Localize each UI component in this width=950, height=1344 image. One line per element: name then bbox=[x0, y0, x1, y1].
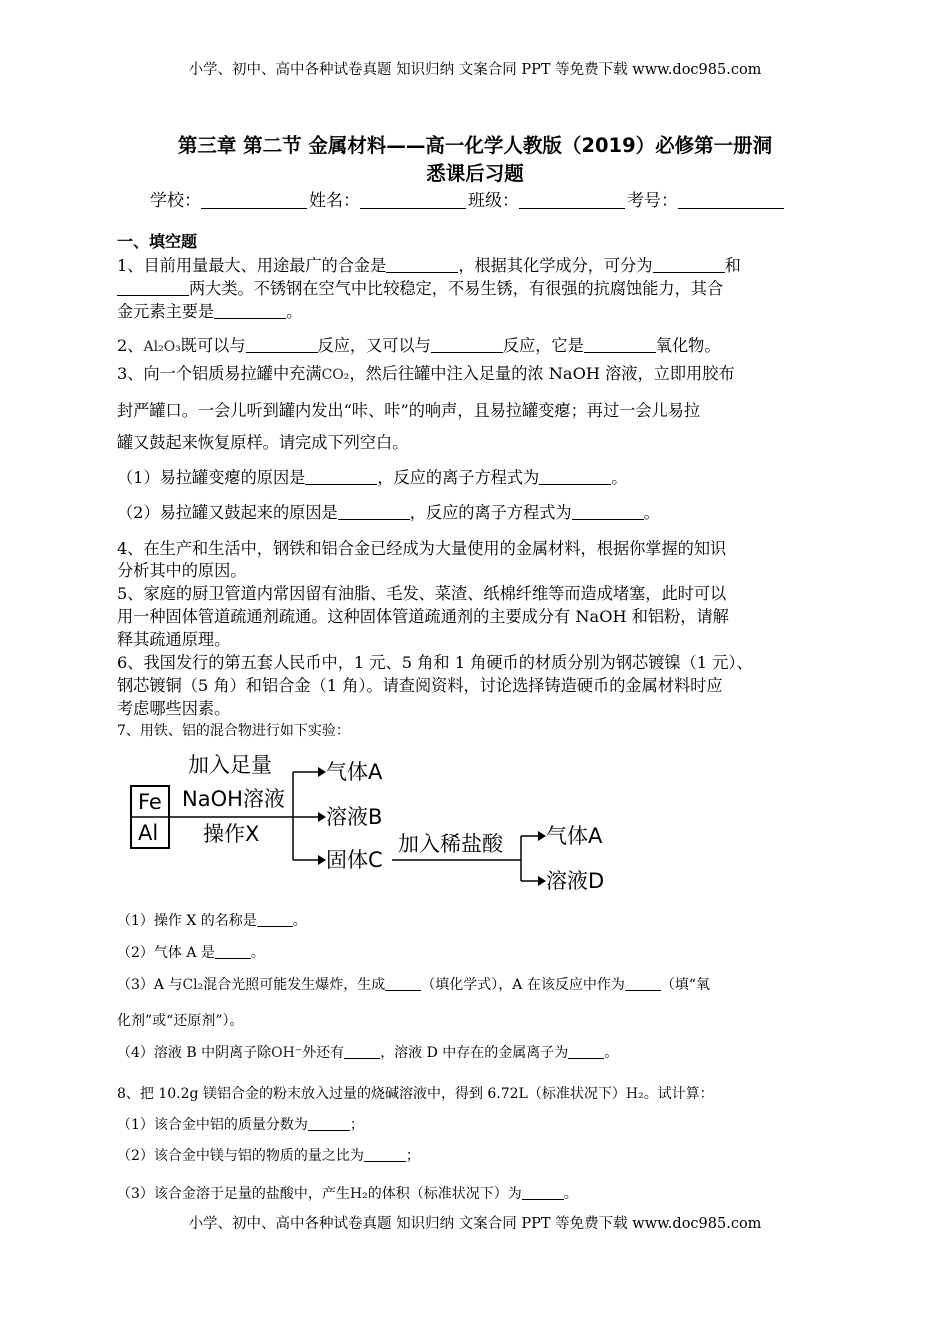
q1-blank-3[interactable] bbox=[117, 279, 189, 296]
q3-s1-text-a: （1）易拉罐变瘪的原因是 bbox=[117, 468, 306, 487]
solidC-label: 固体C bbox=[326, 848, 383, 872]
arrowhead-gasA2 bbox=[538, 831, 546, 841]
q7-s3-text-a: （3）A 与 bbox=[117, 977, 183, 993]
q1-blank-4[interactable] bbox=[214, 302, 286, 319]
q2-blank-2[interactable] bbox=[431, 336, 503, 353]
fe-label: Fe bbox=[138, 790, 162, 814]
q7-sub4 bbox=[117, 1042, 843, 1065]
school-blank[interactable] bbox=[201, 190, 307, 209]
q8-sub2 bbox=[117, 1145, 843, 1168]
q3-s1-blank-2[interactable] bbox=[539, 468, 611, 485]
q3-text-b: ，然后往罐中注入足量的浓 NaOH 溶液，立即用胶布 bbox=[349, 364, 735, 383]
q8-s1-text-b: ； bbox=[349, 1117, 364, 1133]
q7-s1-blank[interactable] bbox=[257, 910, 293, 927]
q8-formula: H₂ bbox=[625, 1086, 644, 1102]
solD-label: 溶液D bbox=[546, 869, 605, 893]
q1-text-f: 。 bbox=[286, 302, 303, 321]
q7-s4-text-b: 外还有 bbox=[302, 1045, 345, 1061]
step1-top-label: 加入足量 bbox=[188, 753, 272, 777]
q3-formula: CO₂ bbox=[321, 367, 350, 383]
class-blank[interactable] bbox=[519, 190, 625, 209]
q2-text-b: 既可以与 bbox=[180, 336, 246, 355]
q7-s3-formula: Cl₂ bbox=[182, 977, 204, 993]
q3-s1-text-b: ，反应的离子方程式为 bbox=[377, 468, 540, 487]
q2-blank-1[interactable] bbox=[246, 336, 318, 353]
q7-s1-text-b: 。 bbox=[292, 913, 307, 929]
q5-line2: 用一种固体管道疏通剂疏通。这种固体管道疏通剂的主要成分有 NaOH 和铝粉，请解 bbox=[117, 607, 729, 626]
section-heading: 一、填空题 bbox=[117, 232, 198, 251]
step2-label: 加入稀盐酸 bbox=[398, 832, 503, 856]
q1-blank-1[interactable] bbox=[386, 256, 458, 273]
q6-line2: 钢芯镀铜（5 角）和铝合金（1 角）。请查阅资料，讨论选择铸造硬币的金属材料时应 bbox=[117, 676, 723, 695]
number-label: 考号： bbox=[627, 191, 678, 211]
q2-formula: Al₂O₃ bbox=[143, 339, 181, 355]
q7-s2-text-a: （2）气体 A 是 bbox=[117, 945, 215, 961]
q5-line3: 释其疏通原理。 bbox=[117, 630, 231, 649]
q7-sub3 bbox=[117, 974, 843, 997]
q2-text-e: 氧化物。 bbox=[655, 336, 721, 355]
gasA2-label: 气体A bbox=[546, 824, 603, 848]
q1-blank-2[interactable] bbox=[653, 256, 725, 273]
q7-s3-text-b: 混合光照可能发生爆炸，生成 bbox=[203, 977, 386, 993]
q8-s3-text-b: 的体积（标准状况下）为 bbox=[367, 1186, 522, 1202]
arrowhead-solD bbox=[538, 876, 546, 886]
step1-bot-label: 操作X bbox=[203, 822, 260, 846]
q6-line1: 6、我国发行的第五套人民币中，1 元、5 角和 1 角硬币的材质分别为钢芯镀镍（1 元）、 bbox=[117, 653, 753, 672]
q1-text-e: 金元素主要是 bbox=[117, 302, 215, 321]
step1-mid-label: NaOH溶液 bbox=[182, 787, 285, 811]
arrowhead-solB bbox=[318, 812, 326, 822]
q7-sub1 bbox=[117, 910, 843, 933]
q7-s4-text-a: （4）溶液 B 中阴离子除 bbox=[117, 1045, 272, 1061]
q7-s4-blank-2[interactable] bbox=[568, 1042, 604, 1059]
al-label: Al bbox=[138, 821, 159, 845]
doc-title-line1: 第三章 第二节 金属材料——高一化学人教版（2019）必修第一册洞 bbox=[177, 134, 773, 157]
q7-intro: 7、用铁、铝的混合物进行如下实验： bbox=[117, 723, 350, 739]
name-label: 姓名： bbox=[309, 191, 360, 211]
page-header: 小学、初中、高中各种试卷真题 知识归纳 文案合同 PPT 等免费下载 www.doc985.com bbox=[188, 62, 762, 78]
q7-s2-blank[interactable] bbox=[215, 942, 251, 959]
q4-line1: 4、在生产和生活中，钢铁和铝合金已经成为大量使用的金属材料，根据你掌握的知识 bbox=[117, 539, 727, 558]
q2-line bbox=[117, 334, 843, 359]
q7-s3-blank-2[interactable] bbox=[625, 974, 661, 991]
q2-num: 2、 bbox=[117, 336, 144, 355]
q8-text-a: 8、把 10.2g 镁铝合金的粉末放入过量的烧碱溶液中，得到 6.72L（标准状况下） bbox=[117, 1086, 626, 1102]
q7-s3-text-d: （填“氧 bbox=[660, 977, 711, 993]
q3-s2-blank-1[interactable] bbox=[338, 503, 410, 520]
q4-line2: 分析其中的原因。 bbox=[117, 561, 247, 580]
q7-s2-text-b: 。 bbox=[250, 945, 265, 961]
q1-text-c: 和 bbox=[724, 256, 741, 275]
q8-s2-text-b: ； bbox=[405, 1148, 420, 1164]
q3-s2-text-a: （2）易拉罐又鼓起来的原因是 bbox=[117, 503, 338, 522]
student-info-row bbox=[150, 186, 786, 211]
q1-line1 bbox=[117, 254, 843, 277]
q3-line2: 封严罐口。一会儿听到罐内发出“咔、咔”的响声，且易拉罐变瘪；再过一会儿易拉 bbox=[117, 401, 701, 420]
q2-text-c: 反应，又可以与 bbox=[317, 336, 431, 355]
q7-sub2 bbox=[117, 942, 843, 965]
q2-blank-3[interactable] bbox=[584, 336, 656, 353]
q6-line3: 考虑哪些因素。 bbox=[117, 699, 231, 718]
q8-s3-text-a: （3）该合金溶于足量的盐酸中，产生 bbox=[117, 1186, 350, 1202]
q1-line3 bbox=[117, 300, 843, 323]
q8-s3-text-c: 。 bbox=[563, 1186, 578, 1202]
arrowhead-gasA bbox=[318, 767, 326, 777]
number-blank[interactable] bbox=[678, 190, 784, 209]
q3-s1-text-c: 。 bbox=[611, 468, 628, 487]
q3-line3: 罐又鼓起来恢复原样。请完成下列空白。 bbox=[117, 433, 409, 452]
q7-s4-text-d: 。 bbox=[604, 1045, 619, 1061]
arrowhead-solidC bbox=[318, 855, 326, 865]
q8-s1-text-a: （1）该合金中铝的质量分数为 bbox=[117, 1117, 308, 1133]
q3-sub1 bbox=[117, 466, 843, 489]
q3-s2-text-c: 。 bbox=[643, 503, 660, 522]
q3-s2-text-b: ，反应的离子方程式为 bbox=[409, 503, 572, 522]
class-label: 班级： bbox=[468, 191, 519, 211]
q1-text-d: 两大类。不锈钢在空气中比较稳定，不易生锈，有很强的抗腐蚀能力，其合 bbox=[189, 279, 724, 298]
q8-s3-formula: H₂ bbox=[349, 1186, 368, 1202]
q8-line bbox=[117, 1083, 843, 1106]
q7-s3-blank-1[interactable] bbox=[385, 974, 421, 991]
page-footer: 小学、初中、高中各种试卷真题 知识归纳 文案合同 PPT 等免费下载 www.doc985.com bbox=[188, 1216, 762, 1232]
q3-text-a: 3、向一个铝质易拉罐中充满 bbox=[117, 364, 322, 383]
q5-line1: 5、家庭的厨卫管道内常因留有油脂、毛发、菜渣、纸棉纤维等而造成堵塞，此时可以 bbox=[117, 584, 727, 603]
q1-text-b: ，根据其化学成分，可分为 bbox=[458, 256, 653, 275]
experiment-flow-diagram bbox=[128, 748, 628, 898]
q1-line2 bbox=[117, 277, 843, 300]
school-label: 学校： bbox=[150, 191, 201, 211]
q8-sub1 bbox=[117, 1114, 843, 1137]
gasA-label: 气体A bbox=[326, 760, 383, 784]
q7-s4-text-c: ，溶液 D 中存在的金属离子为 bbox=[380, 1045, 569, 1061]
q7-s4-blank-1[interactable] bbox=[344, 1042, 380, 1059]
q7-s3-text-c: （填化学式），A 在该反应中作为 bbox=[421, 977, 625, 993]
q7-sub3-cont: 化剂”或“还原剂”）。 bbox=[117, 1013, 244, 1029]
q3-line1 bbox=[117, 362, 843, 387]
q8-s2-blank[interactable] bbox=[364, 1145, 406, 1162]
q3-sub2 bbox=[117, 501, 843, 524]
name-blank[interactable] bbox=[360, 190, 466, 209]
q8-s2-text-a: （2）该合金中镁与铝的物质的量之比为 bbox=[117, 1148, 364, 1164]
doc-title-line2: 悉课后习题 bbox=[426, 162, 524, 185]
q8-text-b: 。试计算： bbox=[643, 1086, 714, 1102]
q7-s4-formula: OH⁻ bbox=[271, 1045, 303, 1061]
q3-s2-blank-2[interactable] bbox=[572, 503, 644, 520]
q8-s3-blank[interactable] bbox=[522, 1183, 564, 1200]
q8-s1-blank[interactable] bbox=[308, 1114, 350, 1131]
q8-sub3 bbox=[117, 1183, 843, 1206]
q7-s1-text-a: （1）操作 X 的名称是 bbox=[117, 913, 257, 929]
q1-text-a: 1、目前用量最大、用途最广的合金是 bbox=[117, 256, 387, 275]
solB-label: 溶液B bbox=[326, 805, 383, 829]
q3-s1-blank-1[interactable] bbox=[305, 468, 377, 485]
q2-text-d: 反应，它是 bbox=[502, 336, 584, 355]
